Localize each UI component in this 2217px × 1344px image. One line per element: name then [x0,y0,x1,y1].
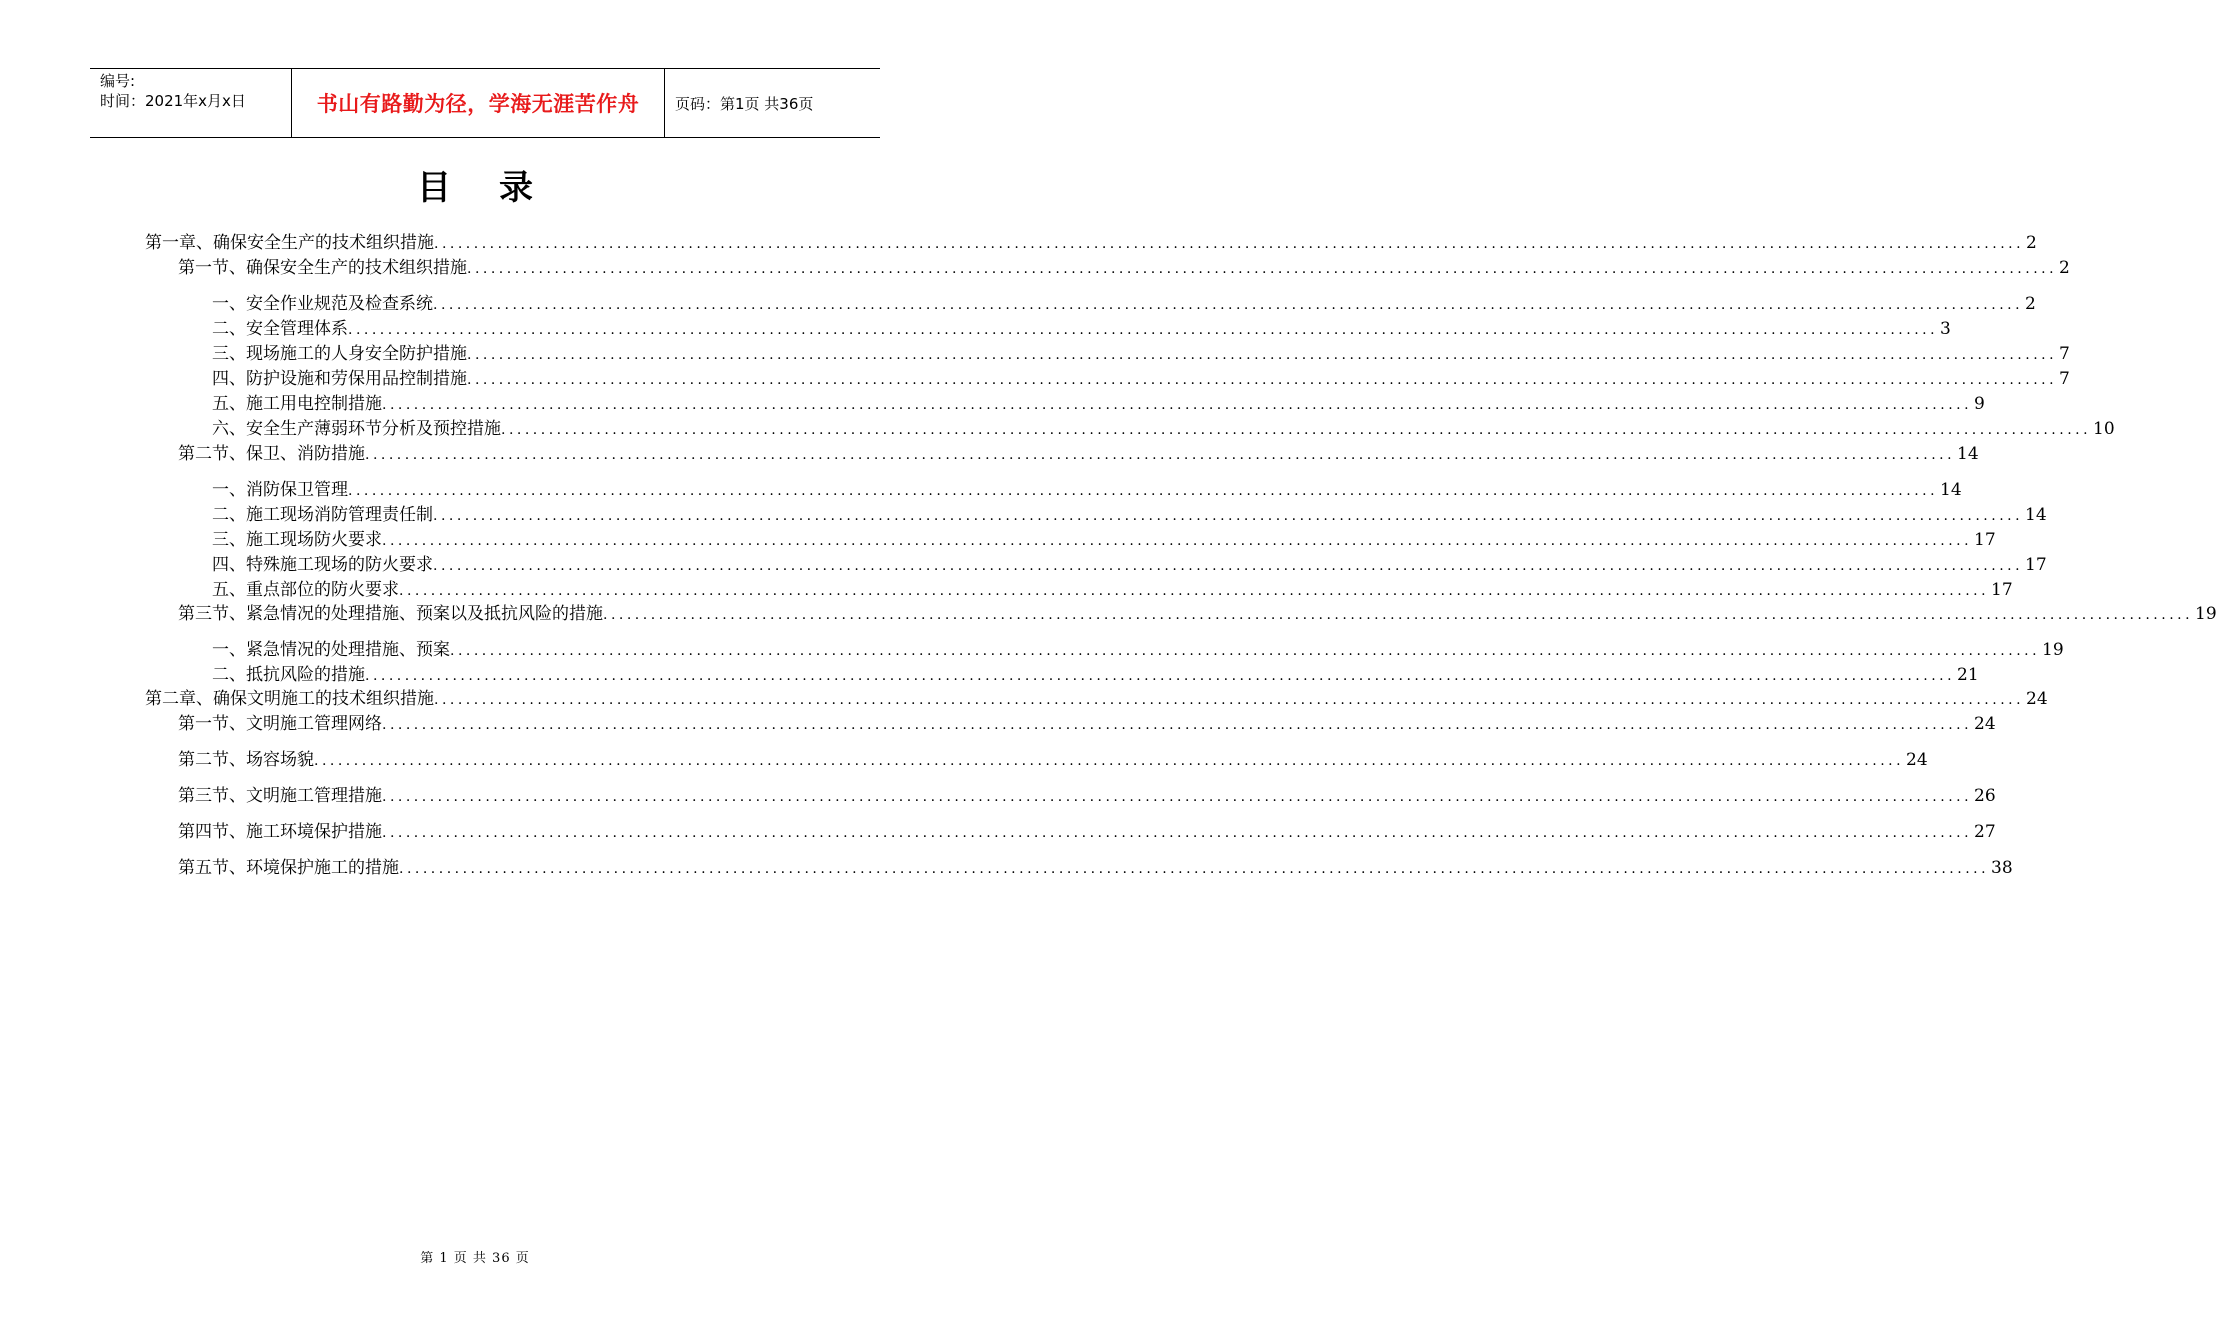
toc-entry-page-number: 17 [1991,580,2013,600]
toc-entry-page-number: 7 [2059,369,2070,389]
toc-dot-leader: ........................................................................................................................................................................................................ [399,583,1990,599]
toc-entry-page-number: 2 [2026,233,2037,253]
toc-entry-page-number: 26 [1974,786,1996,806]
toc-dot-leader: ........................................................................................................................................................................................................ [382,789,1973,805]
toc-dot-leader: ........................................................................................................................................................................................................ [399,861,1990,877]
toc-entry-title: 第二章、确保文明施工的技术组织措施 [145,689,434,709]
toc-entry-title: 第三节、紧急情况的处理措施、预案以及抵抗风险的措施 [178,604,603,624]
toc-entry-title: 二、抵抗风险的措施 [212,665,365,685]
toc-entry-title: 四、特殊施工现场的防火要求 [212,555,433,575]
toc-entry-page-number: 3 [1940,319,1951,339]
toc-entry-title: 第五节、环境保护施工的措施 [178,858,399,878]
toc-entry[interactable] [178,602,2217,626]
toc-entry[interactable] [212,392,1985,416]
toc-dot-leader: ........................................................................................................................................................................................................ [365,447,1956,463]
toc-entry[interactable] [212,292,2036,316]
toc-entry-page-number: 38 [1991,858,2013,878]
toc-dot-leader: ........................................................................................................................................................................................................ [382,825,1973,841]
toc-entry-page-number: 19 [2195,604,2217,624]
toc-entry-title: 第四节、施工环境保护措施 [178,822,382,842]
toc-entry[interactable] [178,256,2070,280]
toc-entry-title: 第一章、确保安全生产的技术组织措施 [145,233,434,253]
toc-entry-page-number: 14 [1957,444,1979,464]
page-title: 目录 [417,168,581,208]
toc-entry-page-number: 10 [2093,419,2115,439]
toc-dot-leader: ........................................................................................................................................................................................................ [501,422,2092,438]
toc-entry[interactable] [212,317,1951,341]
toc-entry-title: 一、紧急情况的处理措施、预案 [212,640,450,660]
toc-entry-page-number: 27 [1974,822,1996,842]
toc-entry[interactable] [212,478,1962,502]
toc-entry-title: 第一节、确保安全生产的技术组织措施 [178,258,467,278]
document-time: 时间：2021年x月x日 [100,92,246,110]
toc-entry[interactable] [145,687,2048,711]
toc-dot-leader: ........................................................................................................................................................................................................ [314,753,1905,769]
toc-entry-title: 第三节、文明施工管理措施 [178,786,382,806]
toc-entry[interactable] [212,367,2070,391]
toc-entry-page-number: 24 [1974,714,1996,734]
toc-entry[interactable] [178,820,1996,844]
toc-entry[interactable] [178,442,1979,466]
toc-entry-title: 三、现场施工的人身安全防护措施 [212,344,467,364]
toc-entry-title: 第一节、文明施工管理网络 [178,714,382,734]
toc-entry-title: 六、安全生产薄弱环节分析及预控措施 [212,419,501,439]
header-page-info: 页码：第1页 共36页 [675,94,814,113]
header-motto: 书山有路勤为径，学海无涯苦作舟 [316,92,640,116]
toc-entry-title: 第二节、保卫、消防措施 [178,444,365,464]
toc-dot-leader: ........................................................................................................................................................................................................ [382,397,1973,413]
toc-entry[interactable] [178,784,1996,808]
toc-entry-page-number: 2 [2059,258,2070,278]
toc-entry-page-number: 17 [2025,555,2047,575]
page-footer: 第 1 页 共 36 页 [420,1251,530,1266]
toc-entry-page-number: 19 [2042,640,2064,660]
toc-entry[interactable] [212,663,1979,687]
toc-entry-title: 五、施工用电控制措施 [212,394,382,414]
toc-dot-leader: ........................................................................................................................................................................................................ [467,261,2058,277]
toc-entry-title: 第二节、场容场貌 [178,750,314,770]
toc-entry-page-number: 14 [1940,480,1962,500]
toc-dot-leader: ........................................................................................................................................................................................................ [467,372,2058,388]
toc-entry[interactable] [212,503,2047,527]
toc-dot-leader: ........................................................................................................................................................................................................ [433,508,2024,524]
toc-entry-page-number: 24 [1906,750,1928,770]
toc-dot-leader: ........................................................................................................................................................................................................ [434,236,2025,252]
toc-entry[interactable] [212,342,2070,366]
toc-dot-leader: ........................................................................................................................................................................................................ [382,717,1973,733]
toc-dot-leader: ........................................................................................................................................................................................................ [382,533,1973,549]
toc-entry-page-number: 14 [2025,505,2047,525]
toc-entry[interactable] [212,638,2064,662]
toc-dot-leader: ........................................................................................................................................................................................................ [433,297,2024,313]
toc-dot-leader: ........................................................................................................................................................................................................ [450,643,2041,659]
toc-entry-title: 二、安全管理体系 [212,319,348,339]
toc-entry-title: 三、施工现场防火要求 [212,530,382,550]
document-number-label: 编号: [100,72,136,90]
toc-entry[interactable] [178,748,1928,772]
toc-dot-leader: ........................................................................................................................................................................................................ [348,322,1939,338]
toc-entry[interactable] [212,553,2047,577]
toc-entry[interactable] [145,231,2037,255]
toc-entry-page-number: 2 [2025,294,2036,314]
toc-entry-title: 五、重点部位的防火要求 [212,580,399,600]
toc-dot-leader: ........................................................................................................................................................................................................ [467,347,2058,363]
toc-entry-title: 四、防护设施和劳保用品控制措施 [212,369,467,389]
toc-dot-leader: ........................................................................................................................................................................................................ [434,692,2025,708]
toc-entry-page-number: 17 [1974,530,1996,550]
toc-entry[interactable] [178,856,2013,880]
toc-entry-page-number: 24 [2026,689,2048,709]
toc-entry[interactable] [178,712,1996,736]
page-header [90,68,880,138]
toc-dot-leader: ........................................................................................................................................................................................................ [348,483,1939,499]
toc-dot-leader: ........................................................................................................................................................................................................ [433,558,2024,574]
toc-entry-page-number: 21 [1957,665,1979,685]
toc-entry-title: 一、安全作业规范及检查系统 [212,294,433,314]
toc-entry-page-number: 7 [2059,344,2070,364]
toc-dot-leader: ........................................................................................................................................................................................................ [365,668,1956,684]
header-meta [90,69,291,137]
toc-entry-title: 一、消防保卫管理 [212,480,348,500]
toc-dot-leader: ........................................................................................................................................................................................................ [603,607,2194,623]
toc-entry[interactable] [212,528,1996,552]
toc-entry[interactable] [212,417,2115,441]
toc-entry[interactable] [212,578,2013,602]
toc-entry-title: 二、施工现场消防管理责任制 [212,505,433,525]
header-motto-cell [291,69,665,137]
toc-entry-page-number: 9 [1974,394,1985,414]
